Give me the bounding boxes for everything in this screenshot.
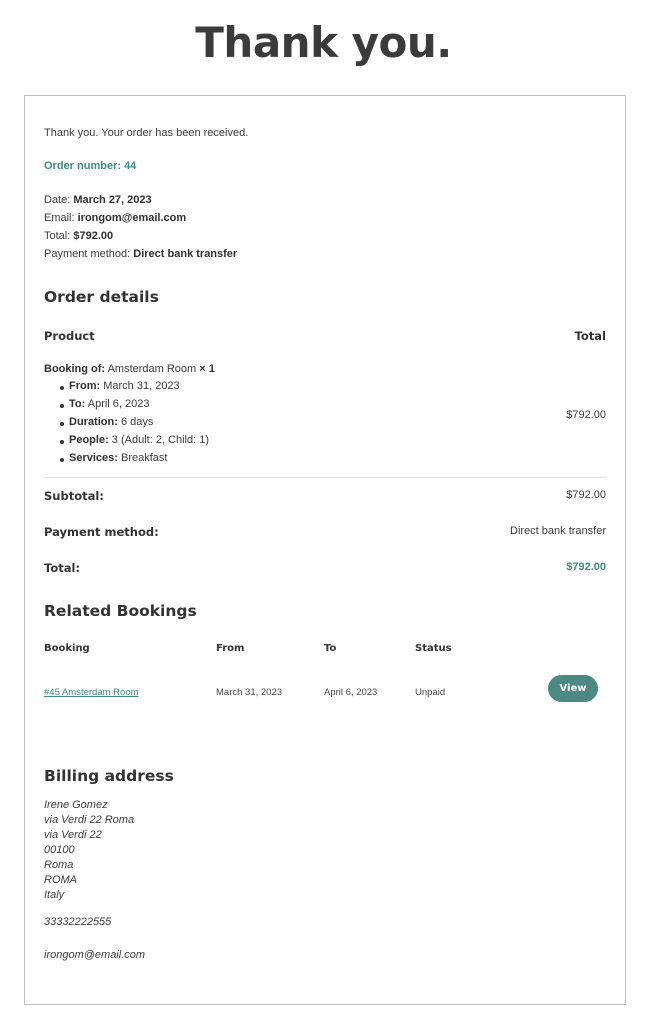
order-email-label: Email: — [44, 212, 75, 224]
item-meta-from — [69, 380, 180, 392]
meta-label: To: — [69, 398, 86, 410]
col-total-header: Total — [574, 329, 606, 343]
item-price: $792.00 — [566, 409, 606, 421]
related-bookings-heading: Related Bookings — [44, 602, 197, 620]
order-total-row — [44, 230, 113, 242]
total-value: $792.00 — [566, 561, 606, 573]
billing-line: via Verdi 22 — [44, 829, 102, 841]
order-date-label: Date: — [44, 194, 71, 206]
total-label: Total: — [44, 561, 81, 575]
payment-method-value: Direct bank transfer — [510, 525, 606, 537]
billing-line: via Verdi 22 Roma — [44, 814, 135, 826]
item-meta-people — [69, 434, 209, 446]
bullet-icon — [60, 422, 64, 426]
booking-to: April 6, 2023 — [324, 687, 378, 698]
billing-address-heading: Billing address — [44, 767, 174, 785]
bullet-icon — [60, 404, 64, 408]
order-date-row — [44, 194, 152, 206]
booking-status: Unpaid — [415, 687, 446, 698]
subtotal-label: Subtotal: — [44, 489, 104, 503]
bullet-icon — [60, 458, 64, 462]
order-payment-row — [44, 248, 237, 260]
booking-link[interactable]: #45 Amsterdam Room — [44, 687, 139, 698]
meta-label: Services: — [69, 452, 118, 464]
booking-line — [44, 363, 215, 375]
billing-phone: 33332222555 — [44, 916, 112, 928]
order-email-row — [44, 212, 186, 224]
item-meta-to — [69, 398, 150, 410]
meta-label: Duration: — [69, 416, 118, 428]
order-total-label: Total: — [44, 230, 71, 242]
bullet-icon — [60, 386, 64, 390]
order-payment-label: Payment method: — [44, 248, 131, 260]
order-received-card — [24, 95, 626, 1005]
billing-address — [44, 798, 134, 903]
billing-line: Italy — [44, 889, 65, 901]
subtotal-value: $792.00 — [566, 489, 606, 501]
order-payment-value: Direct bank transfer — [133, 248, 238, 260]
booking-room: Amsterdam Room — [107, 363, 197, 375]
meta-value: March 31, 2023 — [103, 380, 180, 392]
col-status-header: Status — [415, 643, 452, 654]
page-title: Thank you. — [195, 18, 452, 67]
booking-qty: × 1 — [199, 363, 215, 375]
order-date-value: March 27, 2023 — [73, 194, 152, 206]
col-to-header: To — [324, 643, 337, 654]
meta-value: Breakfast — [121, 452, 168, 464]
booking-from: March 31, 2023 — [216, 687, 283, 698]
order-details-heading: Order details — [44, 288, 159, 306]
meta-value: 3 (Adult: 2, Child: 1) — [111, 434, 210, 446]
billing-line: ROMA — [44, 874, 77, 886]
meta-value: April 6, 2023 — [87, 398, 150, 410]
order-received-message: Thank you. Your order has been received. — [44, 127, 249, 139]
payment-method-label: Payment method: — [44, 525, 159, 539]
view-booking-button[interactable]: View — [548, 675, 598, 702]
item-meta-duration — [69, 416, 153, 428]
col-product-header: Product — [44, 329, 95, 343]
col-from-header: From — [216, 643, 245, 654]
billing-line: Irene Gomez — [44, 799, 108, 811]
order-number: Order number: 44 — [44, 160, 137, 172]
col-booking-header: Booking — [44, 643, 90, 654]
billing-email: irongom@email.com — [44, 949, 146, 961]
divider — [44, 477, 607, 478]
meta-label: From: — [69, 380, 101, 392]
order-email-value: irongom@email.com — [77, 212, 187, 224]
meta-label: People: — [69, 434, 109, 446]
meta-value: 6 days — [120, 416, 154, 428]
order-total-value: $792.00 — [73, 230, 114, 242]
booking-label: Booking of: — [44, 363, 106, 375]
item-meta-services — [69, 452, 167, 464]
billing-line: Roma — [44, 859, 74, 871]
bullet-icon — [60, 440, 64, 444]
billing-line: 00100 — [44, 844, 75, 856]
